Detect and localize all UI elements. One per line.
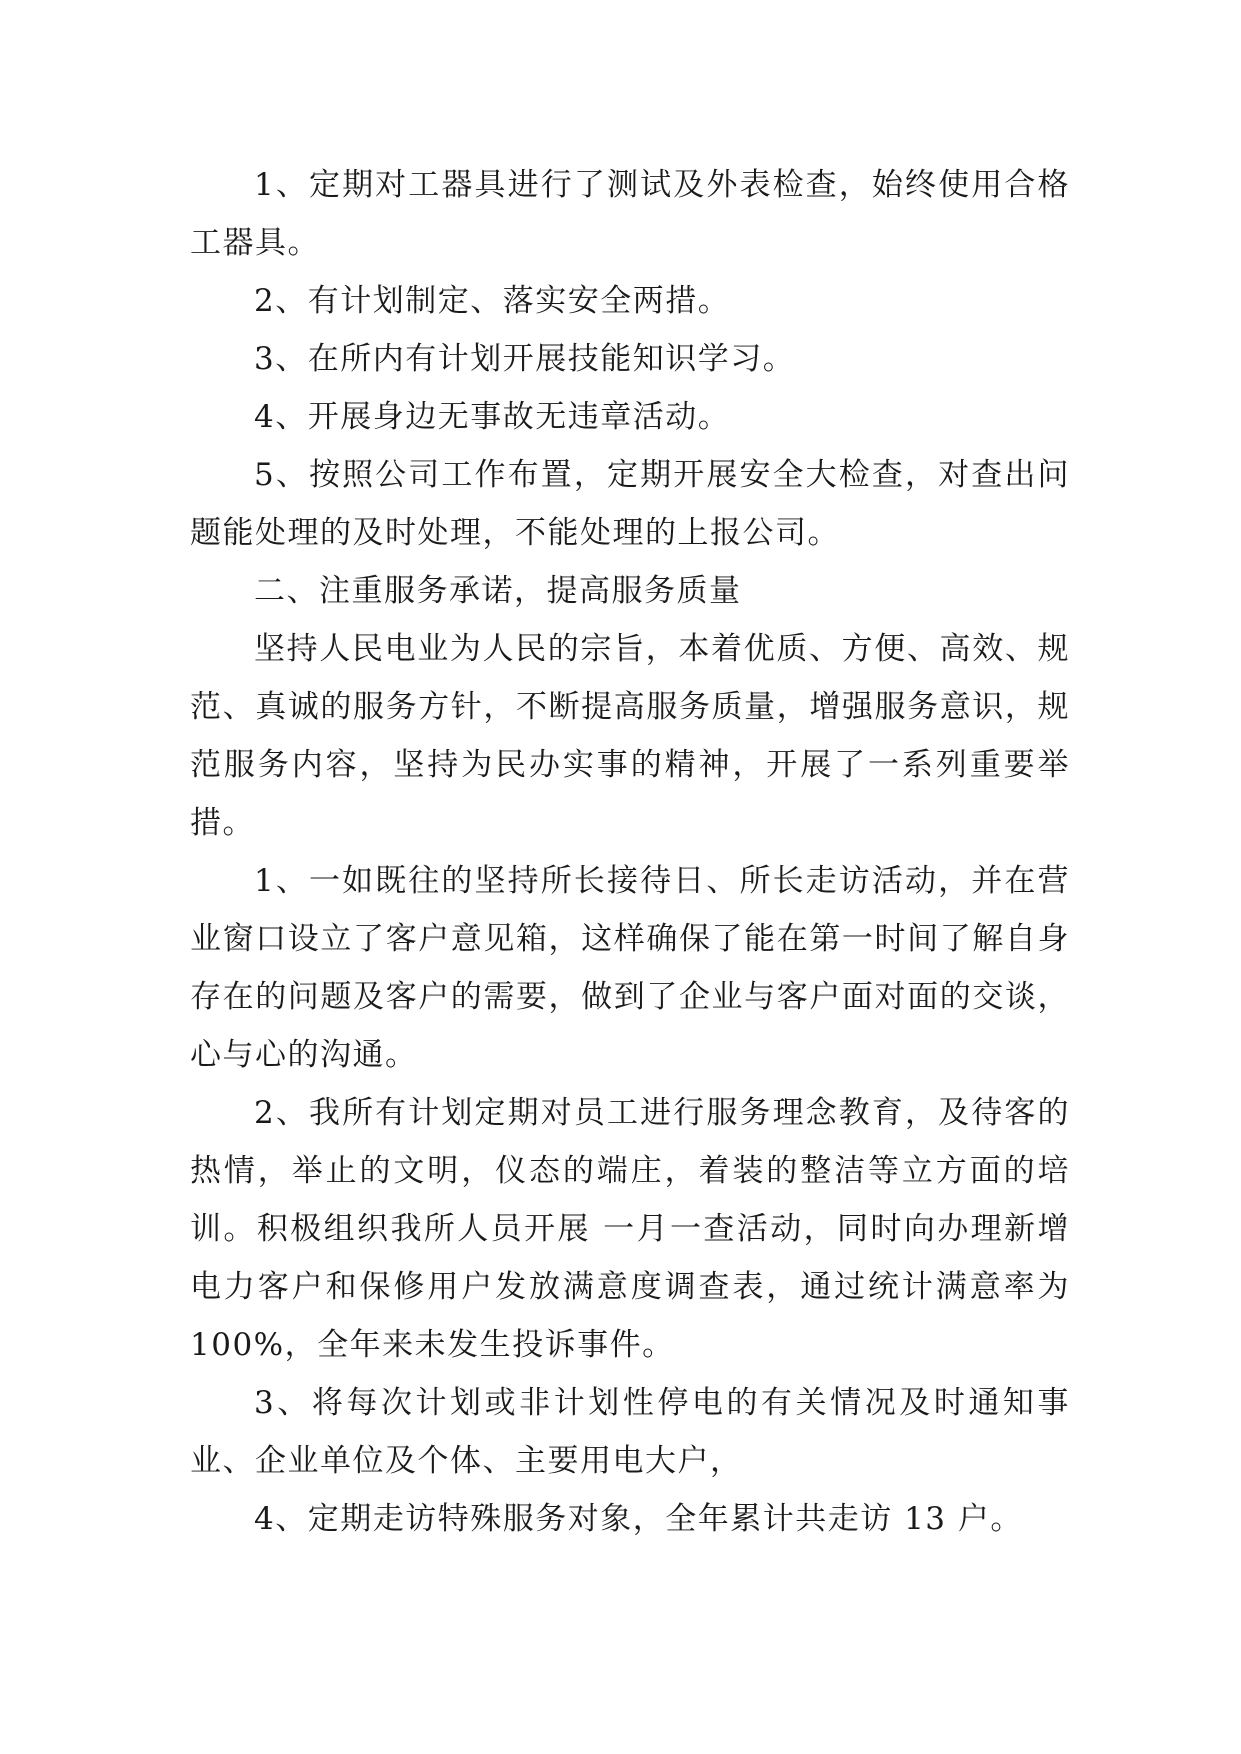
- paragraph-service-1: 1、一如既往的坚持所长接待日、所长走访活动，并在营业窗口设立了客户意见箱，这样确保了能在第一时间了解自身存在的问题及客户的需要，做到了企业与客户面对面的交谈，心与心的沟通。: [190, 863, 1070, 1073]
- paragraph-item-4: 4、开展身边无事故无违章活动。: [254, 399, 731, 435]
- section-heading: 二、注重服务承诺，提高服务质量: [254, 573, 742, 609]
- paragraph-item-5: 5、按照公司工作布置，定期开展安全大检查，对查出问题能处理的及时处理，不能处理的上报公司。: [190, 457, 1070, 551]
- paragraph-service-4: 4、定期走访特殊服务对象，全年累计共走访 13 户。: [254, 1501, 1023, 1537]
- paragraph-intro: 坚持人民电业为人民的宗旨，本着优质、方便、高效、规范、真诚的服务方针，不断提高服务质量，增强服务意识，规范服务内容，坚持为民办实事的精神，开展了一系列重要举措。: [190, 631, 1070, 841]
- paragraph-item-1: 1、定期对工器具进行了测试及外表检查，始终使用合格工器具。: [190, 167, 1070, 261]
- paragraph-service-3: 3、将每次计划或非计划性停电的有关情况及时通知事业、企业单位及个体、主要用电大户，: [190, 1385, 1070, 1479]
- paragraph-service-2: 2、我所有计划定期对员工进行服务理念教育，及待客的热情，举止的文明，仪态的端庄，着装的整洁等立方面的培训。积极组织我所人员开展 一月一查活动，同时向办理新增电力客户和保修用户发放满意度调查表，通过统计满意率为 100%，全年来未发生投诉事件。: [190, 1095, 1070, 1363]
- document-body: [190, 156, 1070, 1548]
- paragraph-item-2: 2、有计划制定、落实安全两措。: [254, 283, 731, 319]
- paragraph-item-3: 3、在所内有计划开展技能知识学习。: [254, 341, 796, 377]
